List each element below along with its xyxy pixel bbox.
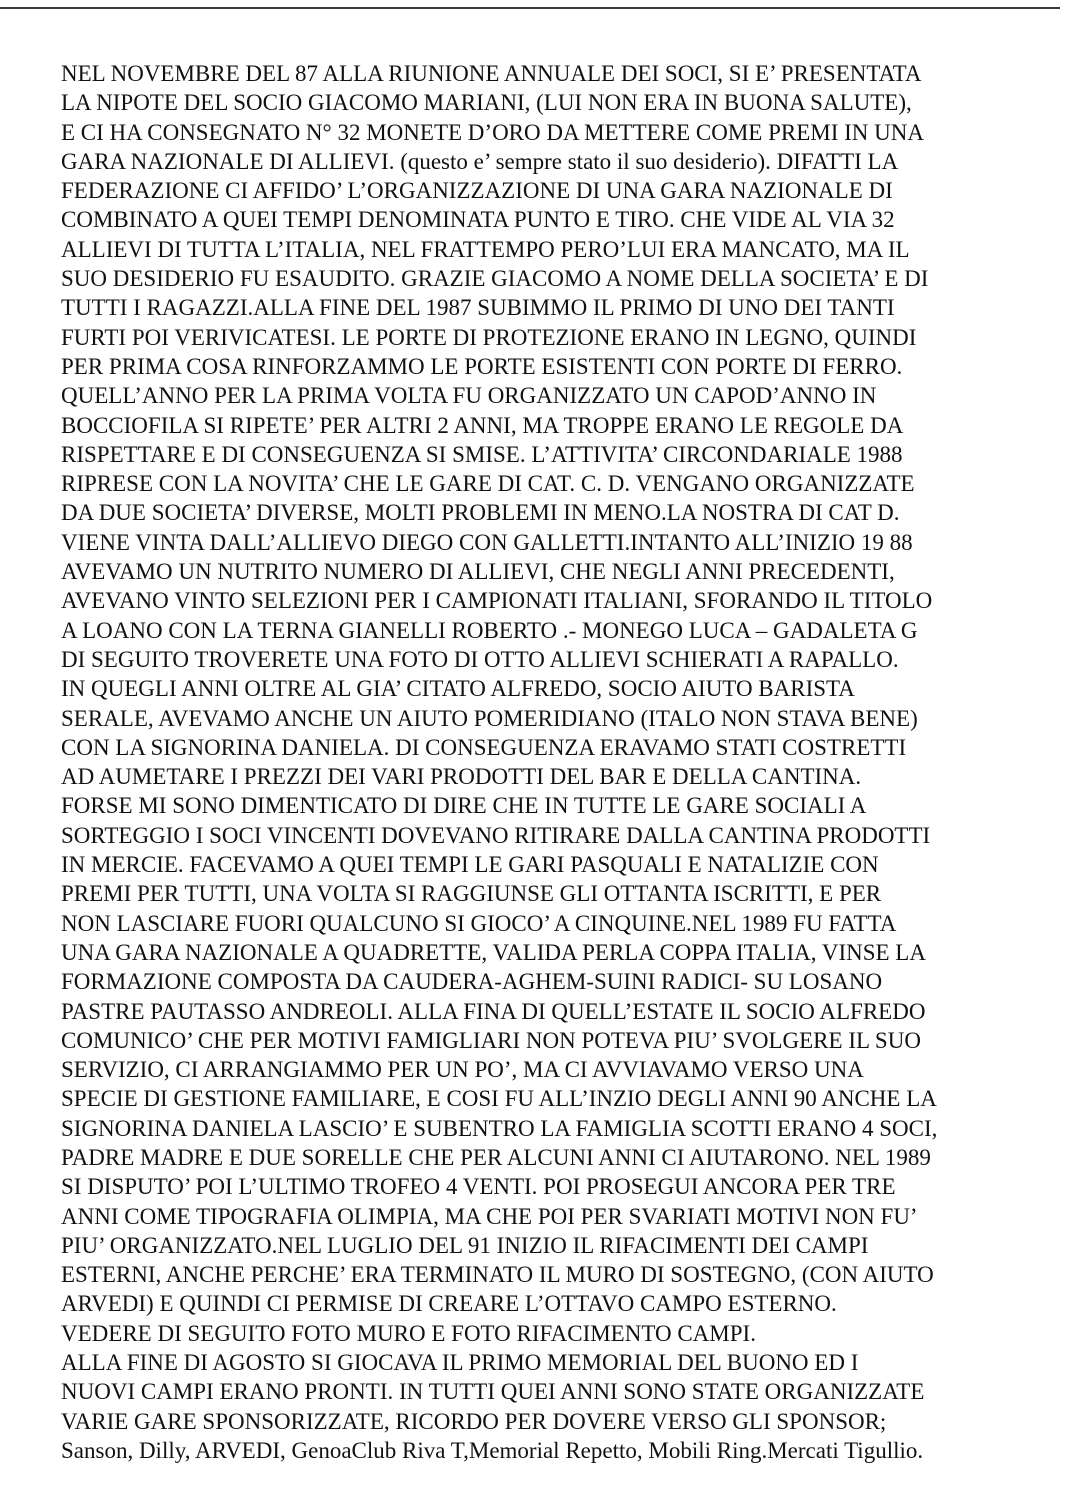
text-line: QUELL’ANNO PER LA PRIMA VOLTA FU ORGANIZZATO UN CAPOD’ANNO IN (61, 383, 877, 409)
text-line: PIU’ ORGANIZZATO.NEL LUGLIO DEL 91 INIZIO IL RIFACIMENTI DEI CAMPI (61, 1232, 869, 1258)
text-line: NUOVI CAMPI ERANO PRONTI. IN TUTTI QUEI ANNI SONO STATE ORGANIZZATE (61, 1379, 925, 1405)
text-line: RIPRESE CON LA NOVITA’ CHE LE GARE DI CAT. C. D. VENGANO ORGANIZZATE (61, 471, 915, 497)
text-line: BOCCIOFILA SI RIPETE’ PER ALTRI 2 ANNI, MA TROPPE ERANO LE REGOLE DA (61, 412, 904, 438)
text-line: ARVEDI) E QUINDI CI PERMISE DI CREARE L’OTTAVO CAMPO ESTERNO. (61, 1291, 837, 1317)
text-line: LA NIPOTE DEL SOCIO GIACOMO MARIANI, (LUI NON ERA IN BUONA SALUTE), (61, 90, 912, 116)
text-line: FEDERAZIONE CI AFFIDO’ L’ORGANIZZAZIONE DI UNA GARA NAZIONALE DI (61, 178, 893, 204)
text-line: ESTERNI, ANCHE PERCHE’ ERA TERMINATO IL MURO DI SOSTEGNO, (CON AIUTO (61, 1262, 934, 1288)
text-line: COMUNICO’ CHE PER MOTIVI FAMIGLIARI NON POTEVA PIU’ SVOLGERE IL SUO (61, 1027, 921, 1053)
text-line: IN MERCIE. FACEVAMO A QUEI TEMPI LE GARI PASQUALI E NATALIZIE CON (61, 852, 879, 878)
text-line: TUTTI I RAGAZZI.ALLA FINE DEL 1987 SUBIMMO IL PRIMO DI UNO DEI TANTI (61, 295, 895, 321)
text-line: SIGNORINA DANIELA LASCIO’ E SUBENTRO LA FAMIGLIA SCOTTI ERANO 4 SOCI, (61, 1115, 938, 1141)
text-line: PER PRIMA COSA RINFORZAMMO LE PORTE ESISTENTI CON PORTE DI FERRO. (61, 353, 903, 379)
text-line: FORSE MI SONO DIMENTICATO DI DIRE CHE IN TUTTE LE GARE SOCIALI A (61, 793, 867, 819)
text-line: Sanson, Dilly, ARVEDI, GenoaClub Riva T,Memorial Repetto, Mobili Ring.Mercati Tigullio. (61, 1437, 924, 1463)
text-line: AVEVAMO UN NUTRITO NUMERO DI ALLIEVI, CHE NEGLI ANNI PRECEDENTI, (61, 559, 895, 585)
text-line: GARA NAZIONALE DI ALLIEVI. (questo e’ sempre stato il suo desiderio). DIFATTI LA (61, 148, 899, 174)
text-line: SERALE, AVEVAMO ANCHE UN AIUTO POMERIDIANO (ITALO NON STAVA BENE) (61, 705, 918, 731)
text-line: CON LA SIGNORINA DANIELA. DI CONSEGUENZA ERAVAMO STATI COSTRETTI (61, 734, 907, 760)
text-line: IN QUEGLI ANNI OLTRE AL GIA’ CITATO ALFREDO, SOCIO AIUTO BARISTA (61, 676, 855, 702)
text-line: RISPETTARE E DI CONSEGUENZA SI SMISE. L’ATTIVITA’ CIRCONDARIALE 1988 (61, 441, 903, 467)
text-line: ALLIEVI DI TUTTA L’ITALIA, NEL FRATTEMPO PERO’LUI ERA MANCATO, MA IL (61, 236, 910, 262)
text-line: DI SEGUITO TROVERETE UNA FOTO DI OTTO ALLIEVI SCHIERATI A RAPALLO. (61, 646, 899, 672)
text-line: NEL NOVEMBRE DEL 87 ALLA RIUNIONE ANNUALE DEI SOCI, SI E’ PRESENTATA (61, 61, 922, 86)
text-line: COMBINATO A QUEI TEMPI DENOMINATA PUNTO E TIRO. CHE VIDE AL VIA 32 (61, 207, 895, 233)
text-line: VEDERE DI SEGUITO FOTO MURO E FOTO RIFACIMENTO CAMPI. (61, 1320, 756, 1346)
text-line: SUO DESIDERIO FU ESAUDITO. GRAZIE GIACOMO A NOME DELLA SOCIETA’ E DI (61, 266, 929, 292)
text-line: NON LASCIARE FUORI QUALCUNO SI GIOCO’ A CINQUINE.NEL 1989 FU FATTA (61, 910, 897, 936)
text-line: SORTEGGIO I SOCI VINCENTI DOVEVANO RITIRARE DALLA CANTINA PRODOTTI (61, 822, 931, 848)
text-line: A LOANO CON LA TERNA GIANELLI ROBERTO .- MONEGO LUCA – GADALETA G (61, 617, 918, 643)
text-line: PREMI PER TUTTI, UNA VOLTA SI RAGGIUNSE GLI OTTANTA ISCRITTI, E PER (61, 881, 882, 907)
text-line: SERVIZIO, CI ARRANGIAMMO PER UN PO’, MA CI AVVIAVAMO VERSO UNA (61, 1057, 864, 1083)
text-line: ALLA FINE DI AGOSTO SI GIOCAVA IL PRIMO MEMORIAL DEL BUONO ED I (61, 1350, 859, 1376)
text-line: FORMAZIONE COMPOSTA DA CAUDERA-AGHEM-SUINI RADICI- SU LOSANO (61, 969, 883, 995)
text-line: DA DUE SOCIETA’ DIVERSE, MOLTI PROBLEMI IN MENO.LA NOSTRA DI CAT D. (61, 500, 900, 526)
text-line: SI DISPUTO’ POI L’ULTIMO TROFEO 4 VENTI. POI PROSEGUI ANCORA PER TRE (61, 1174, 896, 1200)
text-line: UNA GARA NAZIONALE A QUADRETTE, VALIDA PERLA COPPA ITALIA, VINSE LA (61, 939, 926, 965)
text-line: PADRE MADRE E DUE SORELLE CHE PER ALCUNI ANNI CI AIUTARONO. NEL 1989 (61, 1144, 931, 1170)
text-line: ANNI COME TIPOGRAFIA OLIMPIA, MA CHE POI PER SVARIATI MOTIVI NON FU’ (61, 1203, 918, 1229)
document-body (61, 59, 1061, 1465)
text-line: VIENE VINTA DALL’ALLIEVO DIEGO CON GALLETTI.INTANTO ALL’INIZIO 19 88 (61, 529, 913, 555)
text-line: SPECIE DI GESTIONE FAMILIARE, E COSI FU ALL’INZIO DEGLI ANNI 90 ANCHE LA (61, 1086, 937, 1112)
text-line: E CI HA CONSEGNATO N° 32 MONETE D’ORO DA METTERE COME PREMI IN UNA (61, 119, 924, 145)
top-border-line (0, 7, 1060, 9)
text-line: AVEVANO VINTO SELEZIONI PER I CAMPIONATI ITALIANI, SFORANDO IL TITOLO (61, 588, 933, 614)
text-line: PASTRE PAUTASSO ANDREOLI. ALLA FINA DI QUELL’ESTATE IL SOCIO ALFREDO (61, 998, 926, 1024)
text-line: AD AUMETARE I PREZZI DEI VARI PRODOTTI DEL BAR E DELLA CANTINA. (61, 764, 862, 790)
text-line: VARIE GARE SPONSORIZZATE, RICORDO PER DOVERE VERSO GLI SPONSOR; (61, 1408, 887, 1434)
text-line: FURTI POI VERIVICATESI. LE PORTE DI PROTEZIONE ERANO IN LEGNO, QUINDI (61, 324, 917, 350)
